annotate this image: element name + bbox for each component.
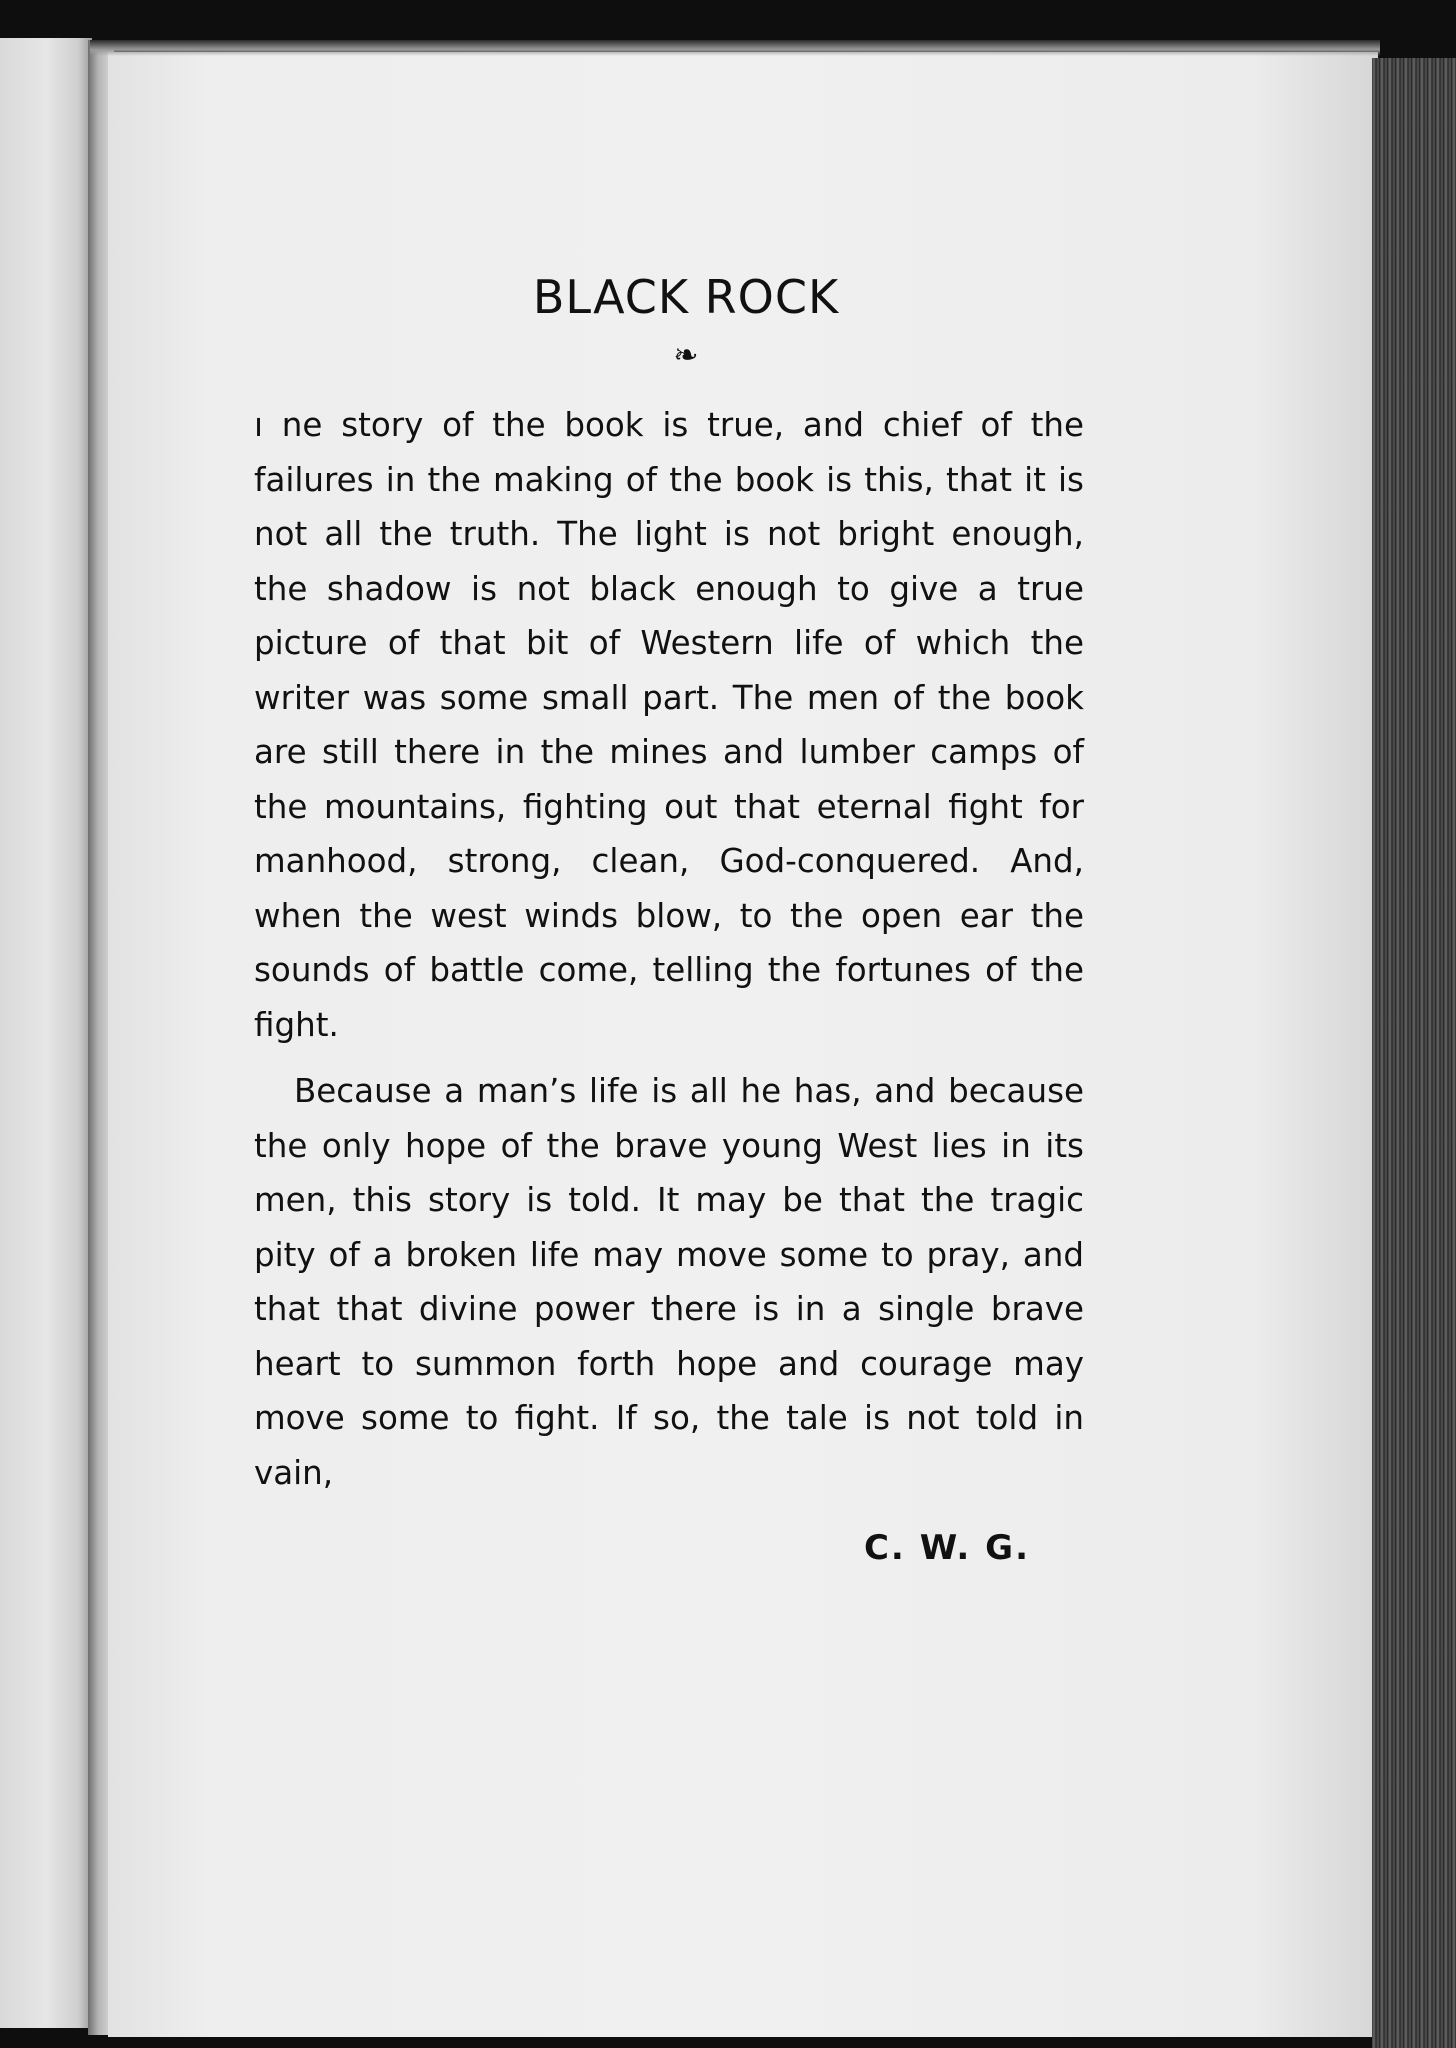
page-block-edges [1372,58,1456,2048]
page-top-shadow [90,40,1380,56]
author-initials: C. W. G. [863,1528,1030,1568]
ornament-icon: ❧ [673,338,699,373]
paragraph-2: Because a man’s life is all he has, and because the only hope of the brave young West lies in its men, this story is told. It may be that the tragic pity of a broken life may move some to pray, and that that divine power there is in a single brave heart to summon forth hope and courage may move some to fight. If so, the tale is not told in vain, [254,1072,1084,1492]
page-text-block [254,270,1084,1568]
left-page-edge [0,38,92,2028]
paragraph-1: ı ne story of the book is true, and chief of the failures in the making of the book is this, that it is not all the truth. The light is not bright enough, the shadow is not black enough to give a true picture of that bit of Western life of which the writer was some small part. The men of the book are still there in the mines and lumber camps of the mountains, fighting out that eternal fight for manhood, strong, clean, God-conquered. And, when the west winds blow, to the open ear the sounds of battle come, telling the fortunes of the fight. [254,406,1084,1044]
page-title: BLACK ROCK [532,270,840,324]
